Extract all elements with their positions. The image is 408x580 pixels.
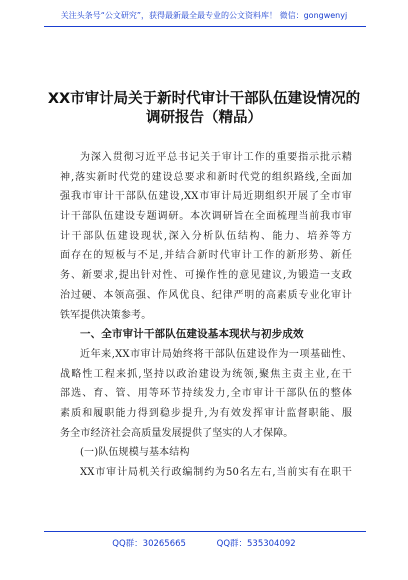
paragraph-line: 为深入贯彻习近平总书记关于审计工作的重要指示批示精 [80,152,352,163]
paragraph-line: 务、新要求,提出针对性、可操作性的意见建议,为锻造一支政 [60,270,352,282]
header-divider [44,26,366,27]
paragraph-line: 治过硬、本领高强、作风优良、纪律严明的高素质专业化审计 [60,289,352,301]
footer-contacts [0,537,408,549]
paragraph-line: 近年来,XX市审计局始终将干部队伍建设作为一项基础性、 [80,348,352,360]
paragraph-line: XX市审计局机关行政编制约为50名左右,当前实有在职干 [80,467,352,478]
paragraph-line: 计干部队伍建设现状,深入分析队伍结构、能力、培养等方 [60,230,352,242]
paragraph-line: 战略性工程来抓,坚持以政治建设为统领,聚焦主责主业,在干 [60,368,352,380]
paragraph-line: 神,落实新时代党的建设总要求和新时代党的组织路线,全面加 [60,171,352,183]
footer-qq-group-1: QQ群：30265665 [112,539,186,549]
footer-divider [44,531,366,532]
paragraph-line: 务全市经济社会高质量发展提供了坚实的人才保障。 [60,427,294,439]
paragraph-line: 部选、育、管、用等环节持续发力,全市审计干部队伍的整体 [60,388,352,400]
paragraph-line: 铁军提供决策参考。 [60,309,152,321]
section-heading: 一、全市审计干部队伍建设基本现状与初步成效 [80,328,304,341]
footer-qq-group-2: QQ群：535304092 [216,539,296,549]
subsection-heading: (一)队伍规模与基本结构 [80,447,190,459]
document-title-line-1: XX市审计局关于新时代审计干部队伍建设情况的 [47,91,361,107]
paragraph-line: 强我市审计干部队伍建设,XX市审计局近期组织开展了全市审 [60,191,352,203]
header-banner: 关注头条号“公文研究”，获得最新最全最专业的公文资料库！ 微信：gongwenyj [60,11,348,20]
paragraph-line: 面存在的短板与不足,并结合新时代审计工作的新形势、新任 [60,250,352,262]
paragraph-line: 素质和履职能力得到稳步提升,为有效发挥审计监督职能、服 [60,407,352,419]
paragraph-line: 计干部队伍建设专题调研。本次调研旨在全面梳理当前我市审 [60,211,352,223]
document-body [60,148,352,483]
document-title-line-2: 调研报告（精品） [146,110,262,126]
